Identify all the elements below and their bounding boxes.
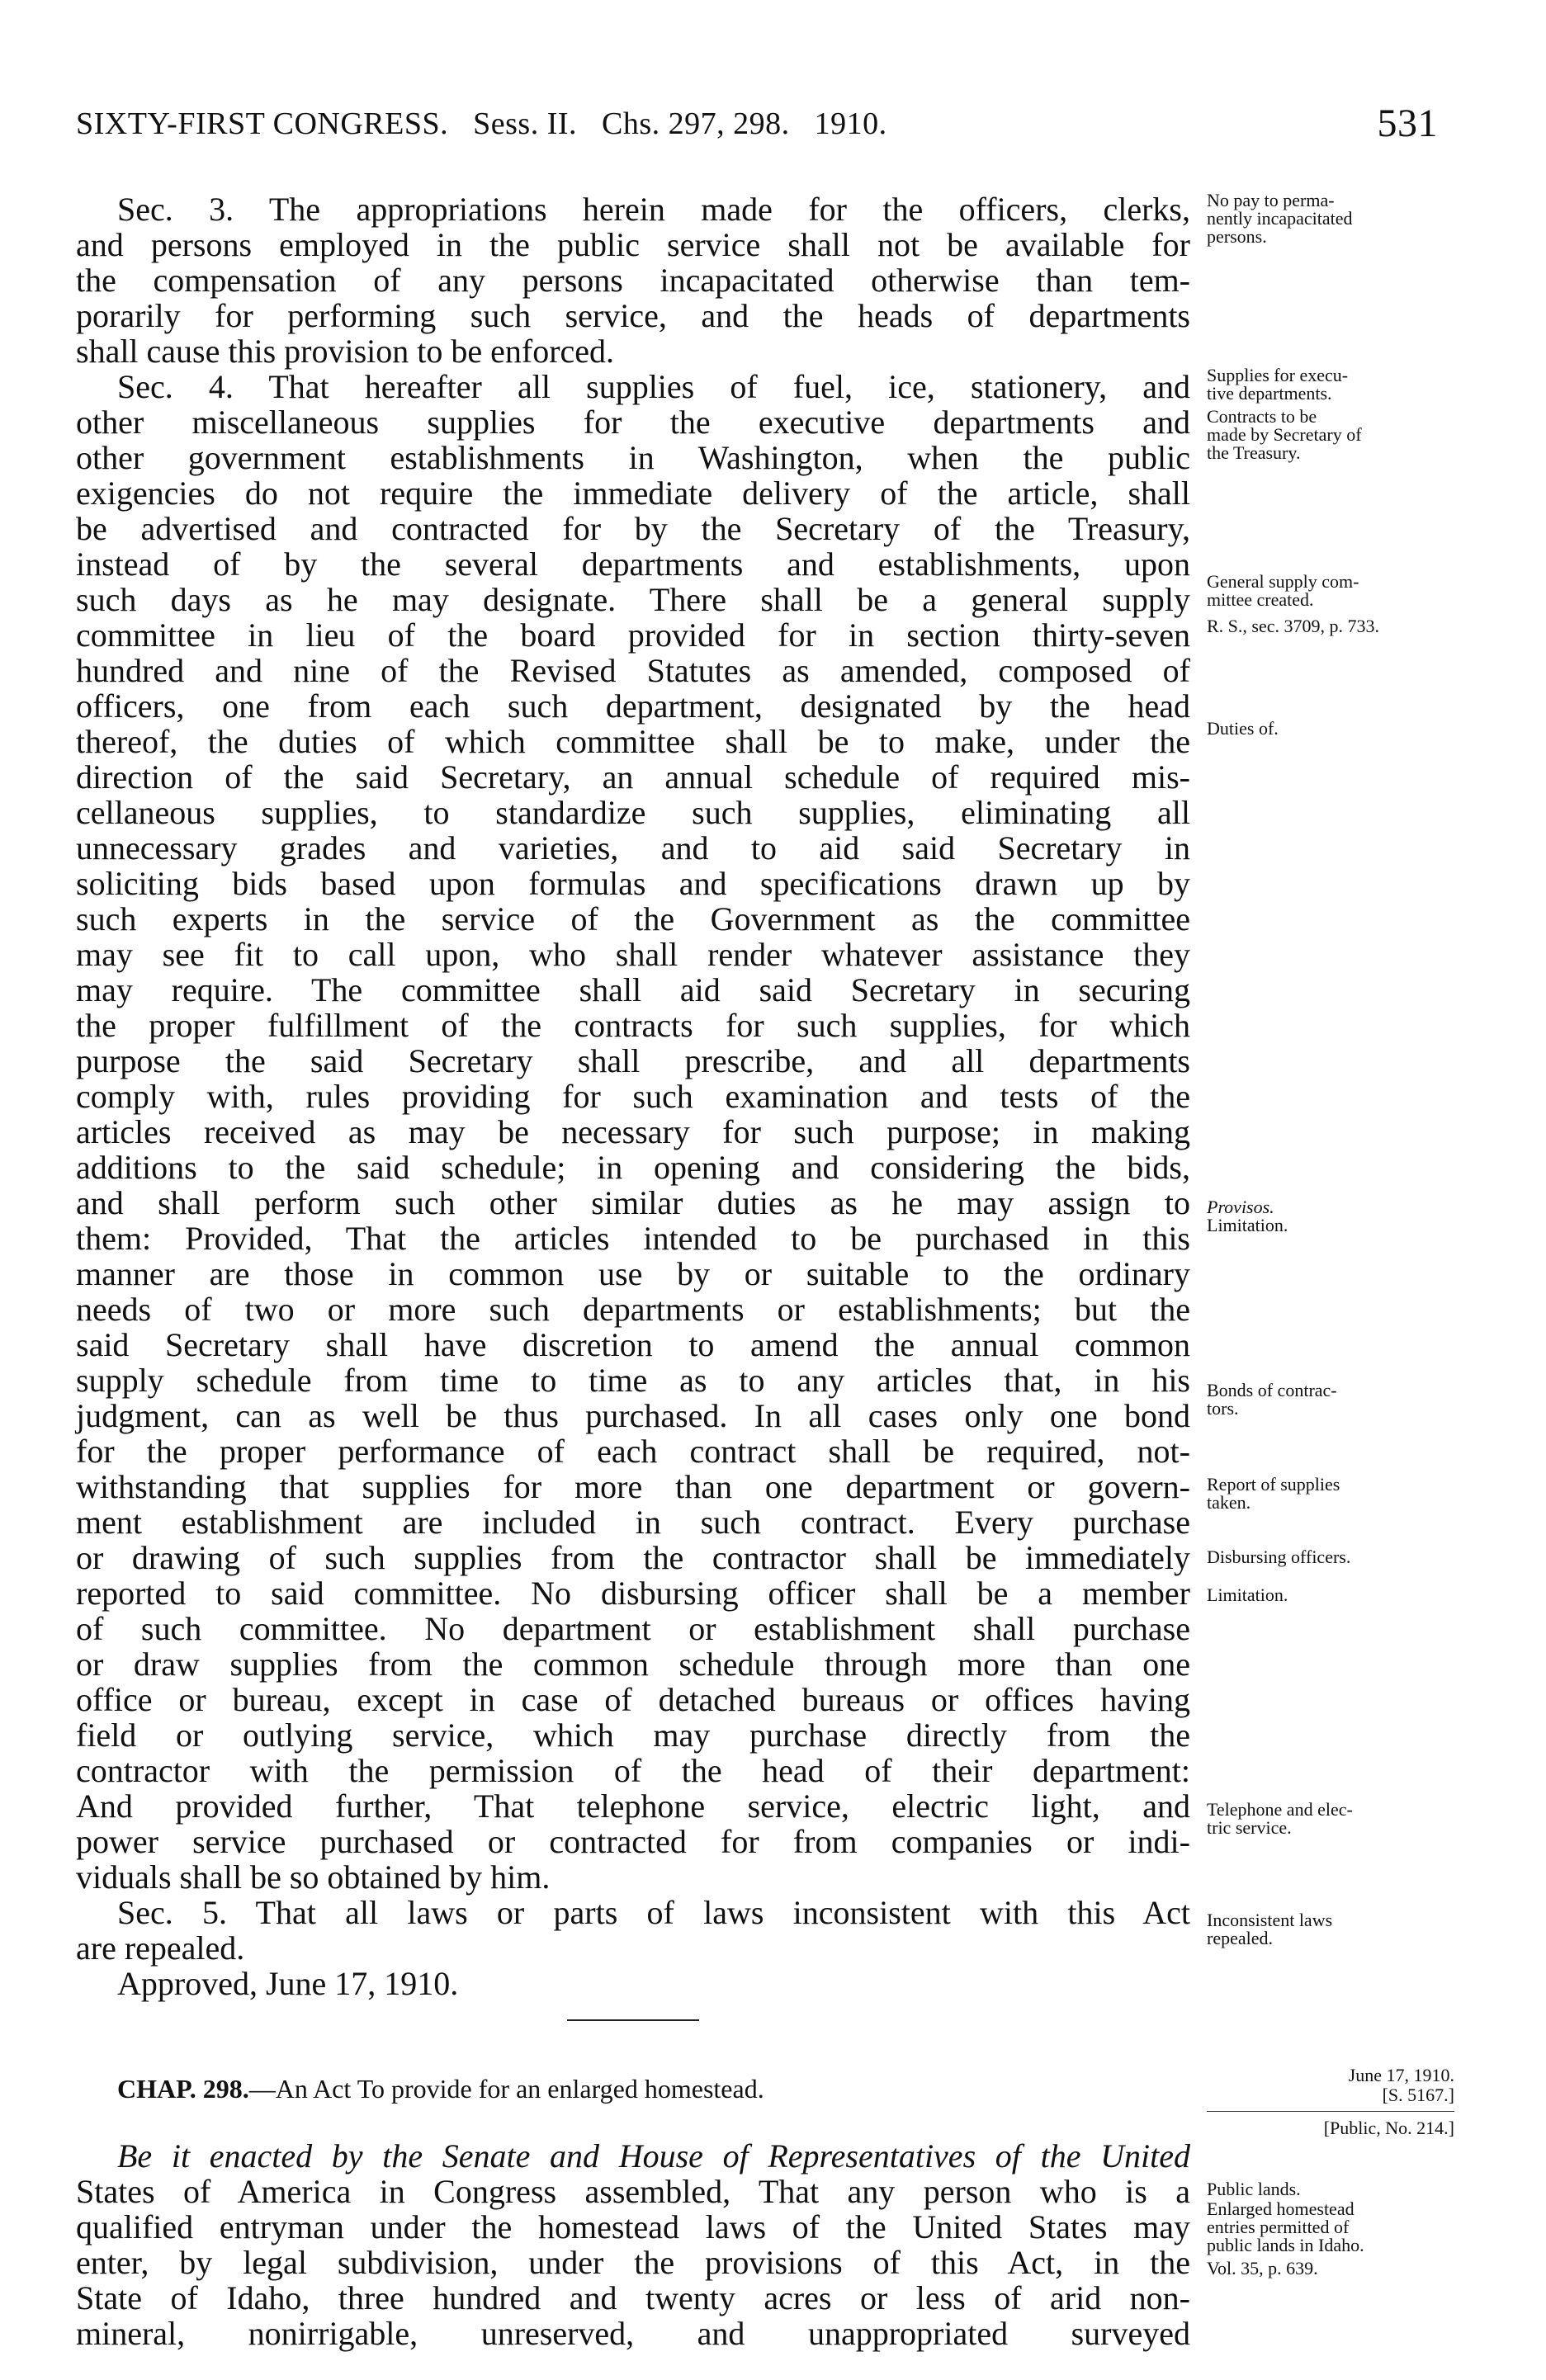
text-line: instead of by the several departments and establishments, upon — [76, 545, 1190, 583]
text-line: exigencies do not require the immediate delivery of the article, shall — [76, 475, 1190, 512]
text-line: other government establishments in Washington, when the public — [76, 439, 1190, 476]
note-contracts-2: made by Secretary of — [1207, 424, 1362, 445]
text-line: officers, one from each such department, designated by the head — [76, 687, 1190, 725]
text-line: other miscellaneous supplies for the executive departments and — [76, 404, 1190, 441]
note-supplies-2: tive departments. — [1207, 383, 1332, 404]
text-line: them: Provided, That the articles intended to be purchased in this — [76, 1220, 1190, 1257]
note-bill: [S. 5167.] — [1382, 2085, 1454, 2105]
chapter-number: CHAP. 298. — [117, 2074, 249, 2104]
text-line: ment establishment are included in such contract. Every purchase — [76, 1504, 1190, 1541]
enacting-line: qualified entryman under the homestead laws of the United States may — [76, 2208, 1190, 2245]
note-limitation-2: Limitation. — [1207, 1584, 1288, 1605]
enacting-line: mineral, nonirrigable, unreserved, and unappropriated surveyed — [76, 2315, 1190, 2352]
note-public-number: [Public, No. 214.] — [1323, 2118, 1454, 2138]
text-line: porarily for performing such service, and the heads of departments — [76, 297, 1190, 334]
text-line: field or outlying service, which may purchase directly from the — [76, 1717, 1190, 1754]
text-line: direction of the said Secretary, an annual schedule of required mis- — [76, 758, 1190, 796]
note-rs-ref: R. S., sec. 3709, p. 733. — [1207, 616, 1379, 636]
note-date: June 17, 1910. — [1348, 2065, 1454, 2085]
note-telephone-2: tric service. — [1207, 1817, 1292, 1838]
text-line: and persons employed in the public service shall not be available for — [76, 226, 1190, 263]
note-provisos: Provisos. — [1207, 1197, 1274, 1217]
enacting-line — [76, 2138, 1190, 2174]
year-label: 1910. — [814, 106, 887, 141]
text-line: hundred and nine of the Revised Statutes as amended, composed of — [76, 652, 1190, 689]
text-line: additions to the said schedule; in opening and considering the bids, — [76, 1149, 1190, 1186]
note-inconsistent-1: Inconsistent laws — [1207, 1910, 1333, 1930]
enacting-line: State of Idaho, three hundred and twenty acres or less of arid non- — [76, 2279, 1190, 2316]
note-general-supply-1: General supply com- — [1207, 571, 1359, 592]
main-text — [76, 191, 1190, 2351]
text-line: manner are those in common use by or suitable to the ordinary — [76, 1255, 1190, 1292]
text-line: needs of two or more such departments or establishments; but the — [76, 1291, 1190, 1328]
text-line: the compensation of any persons incapacitated otherwise than tem- — [76, 262, 1190, 299]
note-telephone-1: Telephone and elec- — [1207, 1799, 1353, 1820]
approved-line: Approved, June 17, 1910. — [117, 1965, 459, 2002]
note-no-pay-2: nently incapacitated — [1207, 208, 1353, 229]
note-no-pay-3: persons. — [1207, 226, 1267, 247]
spacer — [76, 2113, 1190, 2138]
text-line: Sec. 4. That hereafter all supplies of fuel, ice, stationery, and — [117, 368, 1190, 405]
spacer — [76, 2021, 1190, 2064]
text-line: And provided further, That telephone service, electric light, and — [76, 1787, 1190, 1825]
text-line: unnecessary grades and varieties, and to aid said Secretary in — [76, 829, 1190, 867]
text-line: and shall perform such other similar duties as he may assign to — [76, 1184, 1190, 1221]
running-head-text — [76, 106, 887, 142]
note-bonds-2: tors. — [1207, 1398, 1239, 1419]
enacting-line: enter, by legal subdivision, under the provisions of this Act, in the — [76, 2244, 1190, 2281]
text-line: reported to said committee. No disbursing officer shall be a member — [76, 1575, 1190, 1612]
text-line: power service purchased or contracted for from companies or indi- — [76, 1823, 1190, 1860]
text-line: may see fit to call upon, who shall render whatever assistance they — [76, 936, 1190, 973]
text-line: be advertised and contracted for by the Secretary of the Treasury, — [76, 510, 1190, 547]
note-vol-ref: Vol. 35, p. 639. — [1207, 2258, 1318, 2278]
text-line: or draw supplies from the common schedule through more than one — [76, 1646, 1190, 1683]
text-line: said Secretary shall have discretion to amend the annual common — [76, 1326, 1190, 1363]
note-inconsistent-2: repealed. — [1207, 1928, 1273, 1948]
text-line: Sec. 5. That all laws or parts of laws inconsistent with this Act — [117, 1894, 1190, 1931]
text-line: judgment, can as well be thus purchased. In all cases only one bond — [76, 1397, 1190, 1434]
text-line: may require. The committee shall aid said Secretary in securing — [76, 971, 1190, 1008]
text-line: shall cause this provision to be enforced. — [76, 333, 615, 370]
note-disbursing: Disbursing officers. — [1207, 1547, 1351, 1567]
text-line: the proper fulfillment of the contracts for such supplies, for which — [76, 1007, 1190, 1044]
note-enlarged-2: entries permitted of — [1207, 2217, 1350, 2237]
session-label: Sess. II. — [473, 106, 578, 141]
text-line: articles received as may be necessary for such purpose; in making — [76, 1113, 1190, 1150]
note-report-2: taken. — [1207, 1492, 1251, 1513]
enacting-line: States of America in Congress assembled, That any person who is a — [76, 2173, 1190, 2210]
text-line: withstanding that supplies for more than one department or govern- — [76, 1468, 1190, 1505]
text-line: contractor with the permission of the head of their department: — [76, 1752, 1190, 1789]
note-contracts-3: the Treasury. — [1207, 442, 1301, 463]
text-line: soliciting bids based upon formulas and specifications drawn up by — [76, 865, 1190, 902]
text-line: thereof, the duties of which committee shall be to make, under the — [76, 723, 1190, 760]
text-line: for the proper performance of each contract shall be required, not- — [76, 1433, 1190, 1470]
note-report-1: Report of supplies — [1207, 1474, 1340, 1495]
note-duties: Duties of. — [1207, 718, 1279, 739]
note-limitation-1: Limitation. — [1207, 1215, 1288, 1235]
chapter-title: —An Act To provide for an enlarged homestead. — [248, 2074, 764, 2104]
text-line: cellaneous supplies, to standardize such supplies, eliminating all — [76, 794, 1190, 831]
note-contracts-1: Contracts to be — [1207, 406, 1317, 427]
note-supplies-1: Supplies for execu- — [1207, 365, 1349, 385]
text-line: of such committee. No department or establishment shall purchase — [76, 1610, 1190, 1647]
margin-date-rule — [1207, 2111, 1454, 2112]
text-line: purpose the said Secretary shall prescribe, and all departments — [76, 1042, 1190, 1079]
text-line: supply schedule from time to time as to any articles that, in his — [76, 1362, 1190, 1399]
enacting-clause: Be it enacted by the Senate and House of Representatives of the United — [117, 2137, 1190, 2175]
note-no-pay-1: No pay to perma- — [1207, 190, 1335, 210]
page-number: 531 — [1377, 102, 1438, 145]
text-line: are repealed. — [76, 1929, 245, 1967]
chapters-label: Chs. 297, 298. — [602, 106, 790, 141]
text-line: viduals shall be so obtained by him. — [76, 1858, 551, 1896]
note-public-lands: Public lands. — [1207, 2179, 1301, 2199]
text-line: or drawing of such supplies from the contractor shall be immediately — [76, 1539, 1190, 1576]
text-line: office or bureau, except in case of detached bureaus or offices having — [76, 1681, 1190, 1718]
note-enlarged-3: public lands in Idaho. — [1207, 2235, 1364, 2255]
running-head — [76, 102, 1438, 155]
text-line: committee in lieu of the board provided for in section thirty-seven — [76, 616, 1190, 654]
chapter-heading — [76, 2064, 1190, 2113]
note-bonds-1: Bonds of contrac- — [1207, 1380, 1337, 1400]
note-enlarged-1: Enlarged homestead — [1207, 2198, 1355, 2219]
congress-label: SIXTY-FIRST CONGRESS. — [76, 106, 449, 141]
text-line: Sec. 3. The appropriations herein made for the officers, clerks, — [117, 191, 1190, 228]
text-line: such days as he may designate. There shall be a general supply — [76, 581, 1190, 618]
text-line: such experts in the service of the Government as the committee — [76, 900, 1190, 937]
note-general-supply-2: mittee created. — [1207, 589, 1314, 610]
text-line: comply with, rules providing for such examination and tests of the — [76, 1078, 1190, 1115]
